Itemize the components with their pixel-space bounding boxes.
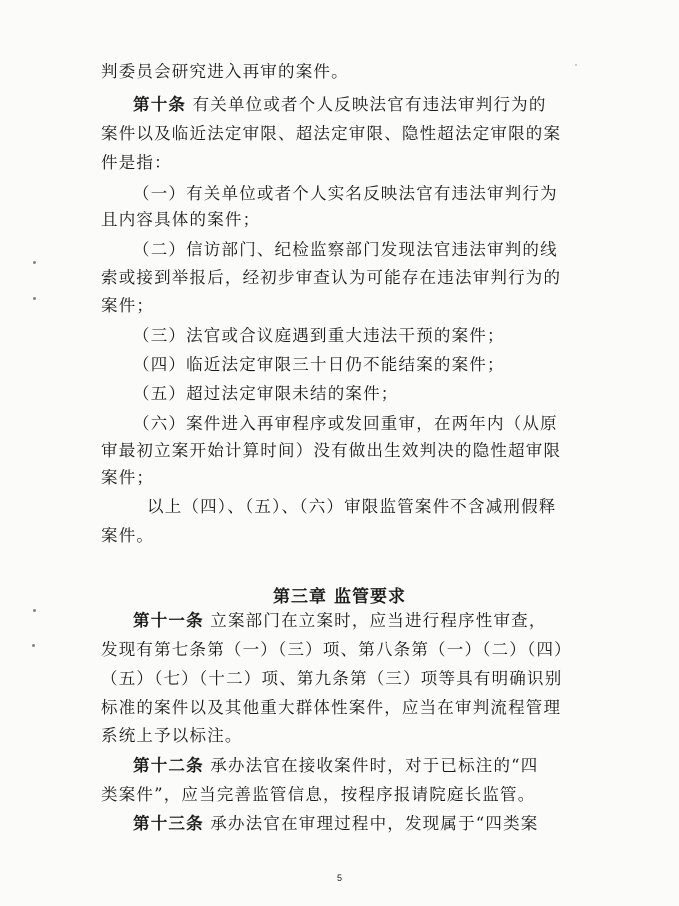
text-line: 案件； [101, 468, 155, 487]
text-line: 案件。 [101, 526, 155, 545]
text-line: （五）（七）（十二）项、第九条第（三）项等具有明确识别 [101, 669, 563, 688]
chapter-heading: 第三章 监管要求 [273, 587, 406, 607]
text-line: 案件以及临近法定审限、超法定审限、隐性超法定审限的案 [101, 124, 562, 143]
text-line: 件是指： [101, 153, 172, 172]
text-line: 以上（四）、（五）、（六）审限监管案件不含减刑假释 [147, 497, 557, 516]
text-line: （三）法官或合议庭遇到重大违法干预的案件； [133, 326, 505, 345]
scan-speck [33, 297, 36, 300]
article-label: 第十三条 [133, 814, 204, 833]
article-11-line: 第十一条 立案部门在立案时，应当进行程序性审查， [133, 611, 547, 630]
text-line: 案件； [101, 296, 155, 315]
page-number: 5 [336, 873, 342, 883]
text-line: （六）案件进入再审程序或发回重审，在两年内（从原 [133, 414, 558, 433]
scan-speck [33, 261, 36, 264]
text-line: 且内容具体的案件； [101, 210, 261, 229]
article-12-line: 第十二条 承办法官在接收案件时，对于已标注的“四 [133, 756, 539, 775]
text-line: （五）超过法定审限未结的案件； [133, 384, 399, 403]
text-line: 索或接到举报后，经初步审查认为可能存在违法审判行为的 [101, 268, 562, 287]
text-line: 审最初立案开始计算时间）没有做出生效判决的隐性超审限 [101, 441, 562, 460]
scan-speck [575, 64, 577, 66]
text-line: （四）临近法定审限三十日仍不能结案的案件； [133, 355, 505, 374]
scan-speck [32, 644, 35, 647]
scan-speck [33, 609, 36, 612]
text-line: 发现有第七条第（一）（三）项、第八条第（一）（二）（四） [101, 640, 572, 659]
article-13-line: 第十三条 承办法官在审理过程中，发现属于“四类案 [133, 814, 539, 833]
text-line: （一）有关单位或者个人实名反映法官有违法审判行为 [133, 184, 558, 203]
text-line: 标准的案件以及其他重大群体性案件，应当在审判流程管理 [101, 698, 562, 717]
text-line: （二）信访部门、纪检监察部门发现法官违法审判的线 [133, 240, 558, 259]
text-line: 系统上予以标注。 [101, 726, 243, 745]
article-10-line: 第十条 有关单位或者个人反映法官有违法审判行为的 [133, 95, 547, 114]
article-label: 第十一条 [133, 611, 204, 630]
article-label: 第十条 [133, 95, 187, 114]
article-label: 第十二条 [133, 756, 204, 775]
text-line: 类案件”，应当完善监管信息，按程序报请院庭长监管。 [101, 785, 536, 804]
text-line: 判委员会研究进入再审的案件。 [101, 62, 349, 81]
